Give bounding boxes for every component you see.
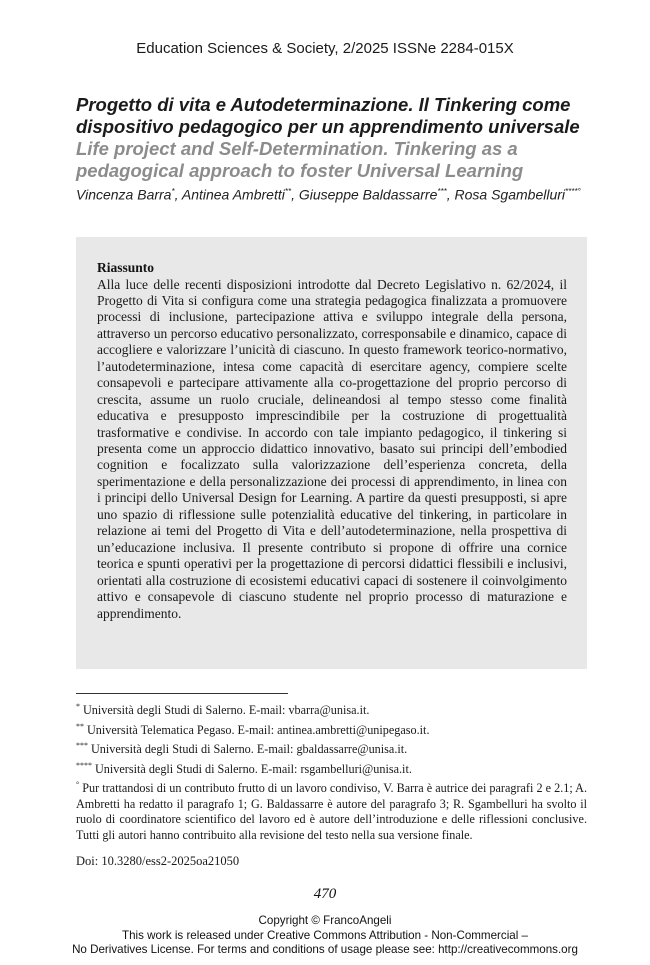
footnote	[76, 719, 587, 739]
title-italian: Progetto di vita e Autodeterminazione. Il Tinkering come dispositivo pedagogico per un apprendimento universale	[76, 94, 580, 137]
footnote-text: Pur trattandosi di un contributo frutto di un lavoro condiviso, V. Barra è autrice dei paragrafi 2 e 2.1; A. Ambretti ha redatto il paragrafo 1; G. Baldassarre è autore del paragrafo 3; R. Sgambelluri ha svolto il ruolo di coordinatore scientifico del lavoro ed è autore dell’introduzione e delle riflessioni conclusive. Tutti gli autori hanno contribuito alla revisione del testo nella sua versione finale.	[76, 781, 587, 842]
article-titles	[76, 94, 596, 204]
author-separator: ,	[174, 186, 182, 203]
author-mark: **	[284, 187, 292, 196]
author-mark: ***	[437, 187, 447, 196]
copyright-line: Copyright © FrancoAngeli	[258, 914, 392, 927]
footnote	[76, 777, 587, 843]
footnote-mark: *	[76, 702, 80, 711]
license-line: No Derivatives License. For terms and conditions of usage please see: http://creativecommons.org	[72, 943, 578, 956]
footnote	[76, 758, 587, 778]
footnote	[76, 699, 587, 719]
author-name: Giuseppe Baldassarre	[298, 186, 438, 203]
title-english: Life project and Self-Determination. Tinkering as a pedagogical approach to foster Universal Learning	[76, 138, 524, 181]
abstract-box	[76, 237, 587, 669]
author-name: Vincenza Barra	[76, 186, 172, 203]
footnote-text: Università degli Studi di Salerno. E-mail: gbaldassarre@unisa.it.	[91, 742, 408, 757]
footnote-mark: **	[76, 721, 84, 731]
abstract-heading: Riassunto	[97, 260, 155, 275]
footnote	[76, 738, 587, 758]
page-number: 470	[313, 886, 337, 902]
footnotes	[76, 699, 587, 843]
footnote-mark: ***	[76, 741, 88, 751]
footnote-text: Università Telematica Pegaso. E-mail: antinea.ambretti@unipegaso.it.	[87, 722, 430, 737]
author-separator: ,	[291, 186, 299, 203]
author-name: Antinea Ambretti	[181, 186, 285, 203]
abstract-text: Alla luce delle recenti disposizioni introdotte dal Decreto Legislativo n. 62/2024, il Progetto di Vita si configura come una strategia pedagogica finalizzata a promuovere processi di inclusione, partecipazione attiva e sviluppo integrale della persona, attraverso un percorso educativo personalizzato, corresponsabile e dinamico, capace di accogliere e valorizzare l’unicità di ciascuno. In questo framework teorico-normativo, l’autodeterminazione, intesa come capacità di esercitare agency, compiere scelte consapevoli e partecipare attivamente alla co-progettazione del proprio percorso di crescita, assume un ruolo cruciale, delineandosi al tempo stesso come finalità educativa e presupposto imprescindibile per la costruzione di progettualità trasformative e condivise. In accordo con tale impianto pedagogico, il tinkering si presenta come un approccio didattico innovativo, basato sui principi dell’embodied cognition e focalizzato sulla valorizzazione dell’esperienza concreta, della sperimentazione e della personalizzazione dei processi di apprendimento, in linea con i principi dello Universal Design for Learning. A partire da questi presupposti, si apre uno spazio di riflessione sulle potenzialità educative del tinkering, in particolare in relazione ai temi del Progetto di Vita e dell’autodeterminazione, nella prospettiva di un’educazione inclusiva. Il presente contributo si propone di offrire una cornice teorica e spunti operativi per la progettazione di percorsi didattici flessibili e inclusivi, orientati alla costruzione di ecosistemi educativi capaci di sostenere il coinvolgimento attivo e consapevole di ciascuno studente nel proprio processo di maturazione e apprendimento.	[97, 276, 567, 621]
author-list	[76, 183, 596, 204]
footnote-mark: ****	[76, 760, 92, 770]
author-name: Rosa Sgambelluri	[454, 186, 566, 203]
author-mark: ****°	[565, 187, 581, 196]
footnote-divider	[76, 693, 288, 694]
author-separator: ,	[446, 186, 455, 203]
footnote-text: Università degli Studi di Salerno. E-mail: rsgambelluri@unisa.it.	[95, 761, 412, 776]
journal-header: Education Sciences & Society, 2/2025 ISSNe 2284-015X	[136, 40, 514, 57]
doi: Doi: 10.3280/ess2-2025oa21050	[76, 854, 240, 868]
footnote-mark: °	[76, 780, 80, 790]
footnote-text: Università degli Studi di Salerno. E-mail: vbarra@unisa.it.	[83, 703, 370, 718]
license-line: This work is released under Creative Commons Attribution - Non-Commercial –	[122, 928, 528, 942]
license-notice	[0, 914, 650, 958]
author-mark: *	[171, 187, 175, 196]
